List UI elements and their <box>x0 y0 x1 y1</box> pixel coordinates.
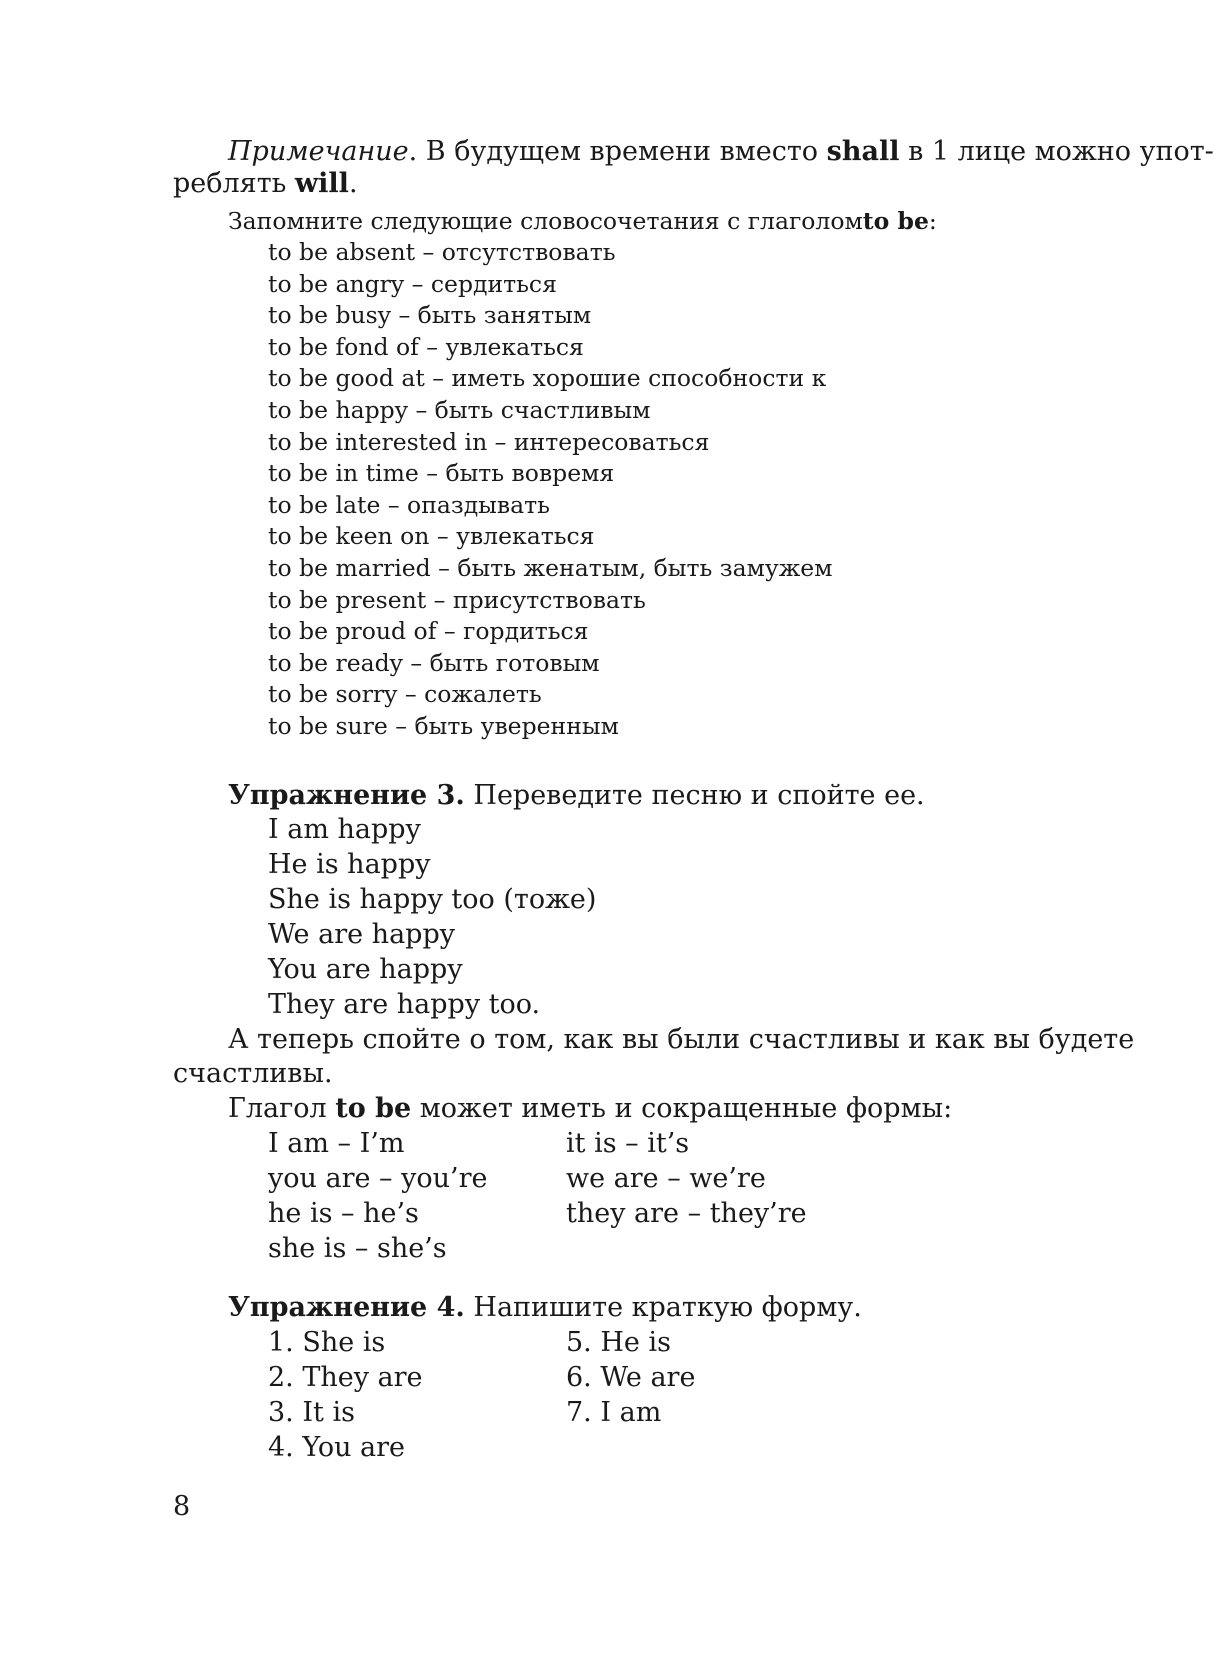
list-item: to be angry – сердиться <box>268 270 557 298</box>
list-item: to be interested in – интересоваться <box>268 428 710 456</box>
list-item: to be keen on – увлекаться <box>268 522 595 550</box>
short-form-item: they are – they’re <box>566 1198 807 1229</box>
list-item: to be absent – отсутствовать <box>268 238 616 266</box>
sing-again-line-2: счастливы. <box>173 1058 333 1089</box>
short-form-item: he is – he’s <box>268 1198 419 1229</box>
short-form-item: you are – you’re <box>268 1163 488 1194</box>
list-item: to be fond of – увлекаться <box>268 333 584 361</box>
song-line: She is happy too (тоже) <box>268 884 597 915</box>
song-line: They are happy too. <box>268 989 541 1020</box>
short-forms-intro: Глагол to be может иметь и сокращенные формы: <box>228 1093 953 1124</box>
exercise-item: 1. She is <box>268 1327 386 1358</box>
song-line: You are happy <box>268 954 463 985</box>
exercise-item: 7. I am <box>566 1397 662 1428</box>
sing-again-line-1: А теперь спойте о том, как вы были счастливы и как вы будете <box>228 1024 1135 1055</box>
list-item: to be good at – иметь хорошие способности к <box>268 364 827 392</box>
page-number: 8 <box>173 1491 191 1522</box>
exercise-item: 4. You are <box>268 1432 406 1463</box>
shall-word: shall <box>826 136 900 167</box>
list-item: to be sure – быть уверенным <box>268 712 619 740</box>
exercise-item: 5. He is <box>566 1327 671 1358</box>
exercise-item: 3. It is <box>268 1397 355 1428</box>
list-item: to be late – опаздывать <box>268 491 550 519</box>
exercise-3-heading <box>228 780 925 811</box>
list-item: to be proud of – гордиться <box>268 617 589 645</box>
short-form-item: it is – it’s <box>566 1128 690 1159</box>
will-word: will <box>294 168 349 199</box>
list-item: to be sorry – сожалеть <box>268 680 542 708</box>
exercise-4-heading <box>228 1292 862 1323</box>
exercise-4-title: Упражнение 4. <box>228 1292 465 1323</box>
short-form-item: we are – we’re <box>566 1163 766 1194</box>
exercise-3-instruction: Переведите песню и спойте ее. <box>464 780 925 811</box>
exercise-item: 2. They are <box>268 1362 423 1393</box>
exercise-3-title: Упражнение 3. <box>228 780 465 811</box>
short-form-item: I am – I’m <box>268 1128 405 1159</box>
note-label: Примечание <box>228 136 409 167</box>
song-line: He is happy <box>268 849 431 880</box>
exercise-item: 6. We are <box>566 1362 696 1393</box>
list-item: to be present – присутствовать <box>268 586 646 614</box>
exercise-4-instruction: Напишите краткую форму. <box>464 1292 862 1323</box>
note-line-2: реблять will. <box>173 168 358 199</box>
list-item: to be ready – быть готовым <box>268 649 600 677</box>
song-line: I am happy <box>268 814 421 845</box>
short-form-item: she is – she’s <box>268 1233 447 1264</box>
list-item: to be busy – быть занятым <box>268 301 592 329</box>
list-item: to be happy – быть счастливым <box>268 396 651 424</box>
song-line: We are happy <box>268 919 455 950</box>
remember-line: Запомните следующие словосочетания с глаголомto be: <box>228 207 937 235</box>
note-line-1: Примечание. В будущем времени вместо shall в 1 лице можно упот- <box>228 136 1214 167</box>
list-item: to be married – быть женатым, быть замужем <box>268 554 833 582</box>
list-item: to be in time – быть вовремя <box>268 459 615 487</box>
